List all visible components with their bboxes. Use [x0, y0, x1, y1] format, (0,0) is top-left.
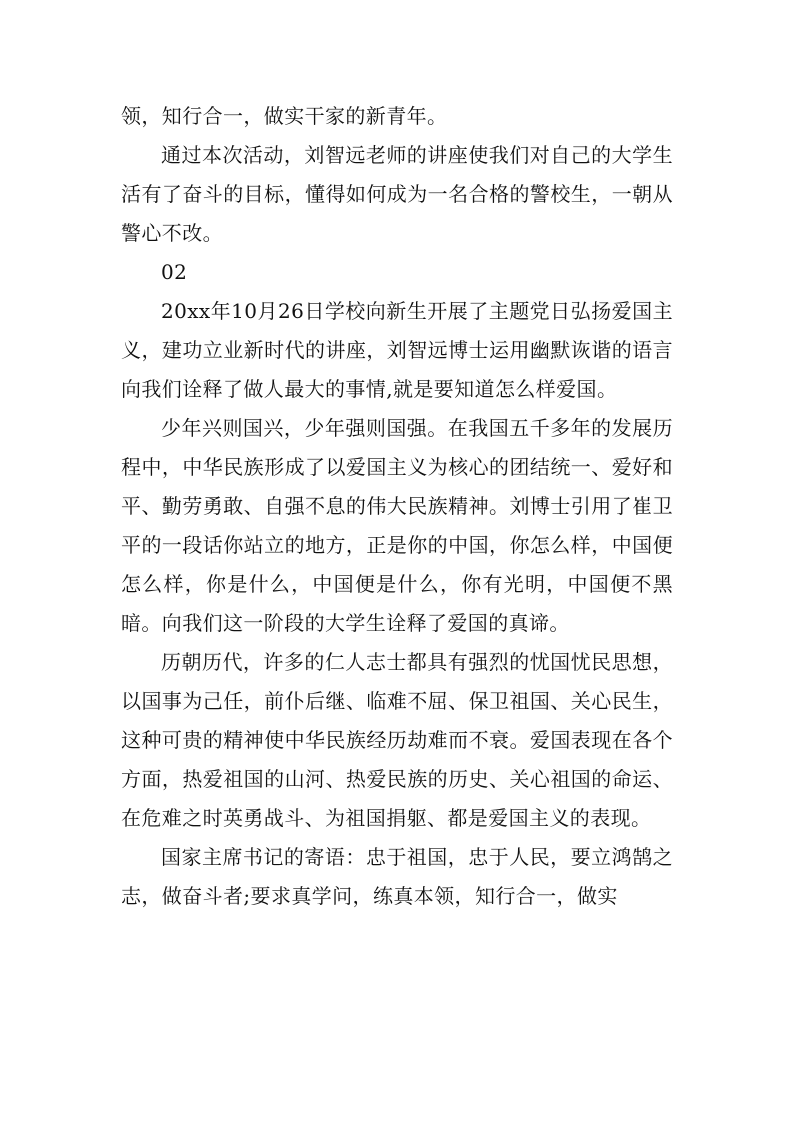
paragraph-patriots-history: 历朝历代，许多的仁人志士都具有强烈的忧国忧民思想，以国事为己任，前仆后继、临难不屈、保卫祖国、关心民生，这种可贵的精神使中华民族经历劫难而不衰。爱国表现在各个方面，热爱祖国的山河、热爱民族的历史、关心祖国的命运、在危难之时英勇战斗、为祖国捐躯、都是爱国主义的表现。: [121, 650, 673, 830]
document-body: [121, 97, 673, 916]
section-number: 02: [161, 260, 188, 284]
paragraph-continuation: 领，知行合一，做实干家的新青年。: [121, 104, 448, 128]
paragraph-activity-summary: 通过本次活动，刘智远老师的讲座使我们对自己的大学生活有了奋斗的目标，懂得如何成为一名合格的警校生，一朝从警心不改。: [121, 143, 673, 245]
paragraph-president-message: 国家主席书记的寄语：忠于祖国，忠于人民，要立鸿鹄之志，做奋斗者;要求真学问，练真本领，知行合一，做实: [121, 845, 673, 908]
paragraph-lecture-intro: 20xx年10月26日学校向新生开展了主题党日弘扬爱国主义，建功立业新时代的讲座，刘智远博士运用幽默诙谐的语言向我们诠释了做人最大的事情,就是要知道怎么样爱国。: [121, 299, 673, 401]
paragraph-youth-nation: 少年兴则国兴，少年强则国强。在我国五千多年的发展历程中，中华民族形成了以爱国主义为核心的团结统一、爱好和平、勤劳勇敢、自强不息的伟大民族精神。刘博士引用了崔卫平的一段话你站立的地方，正是你的中国，你怎么样，中国便怎么样，你是什么，中国便是什么，你有光明，中国便不黑暗。向我们这一阶段的大学生诠释了爱国的真谛。: [121, 416, 673, 635]
